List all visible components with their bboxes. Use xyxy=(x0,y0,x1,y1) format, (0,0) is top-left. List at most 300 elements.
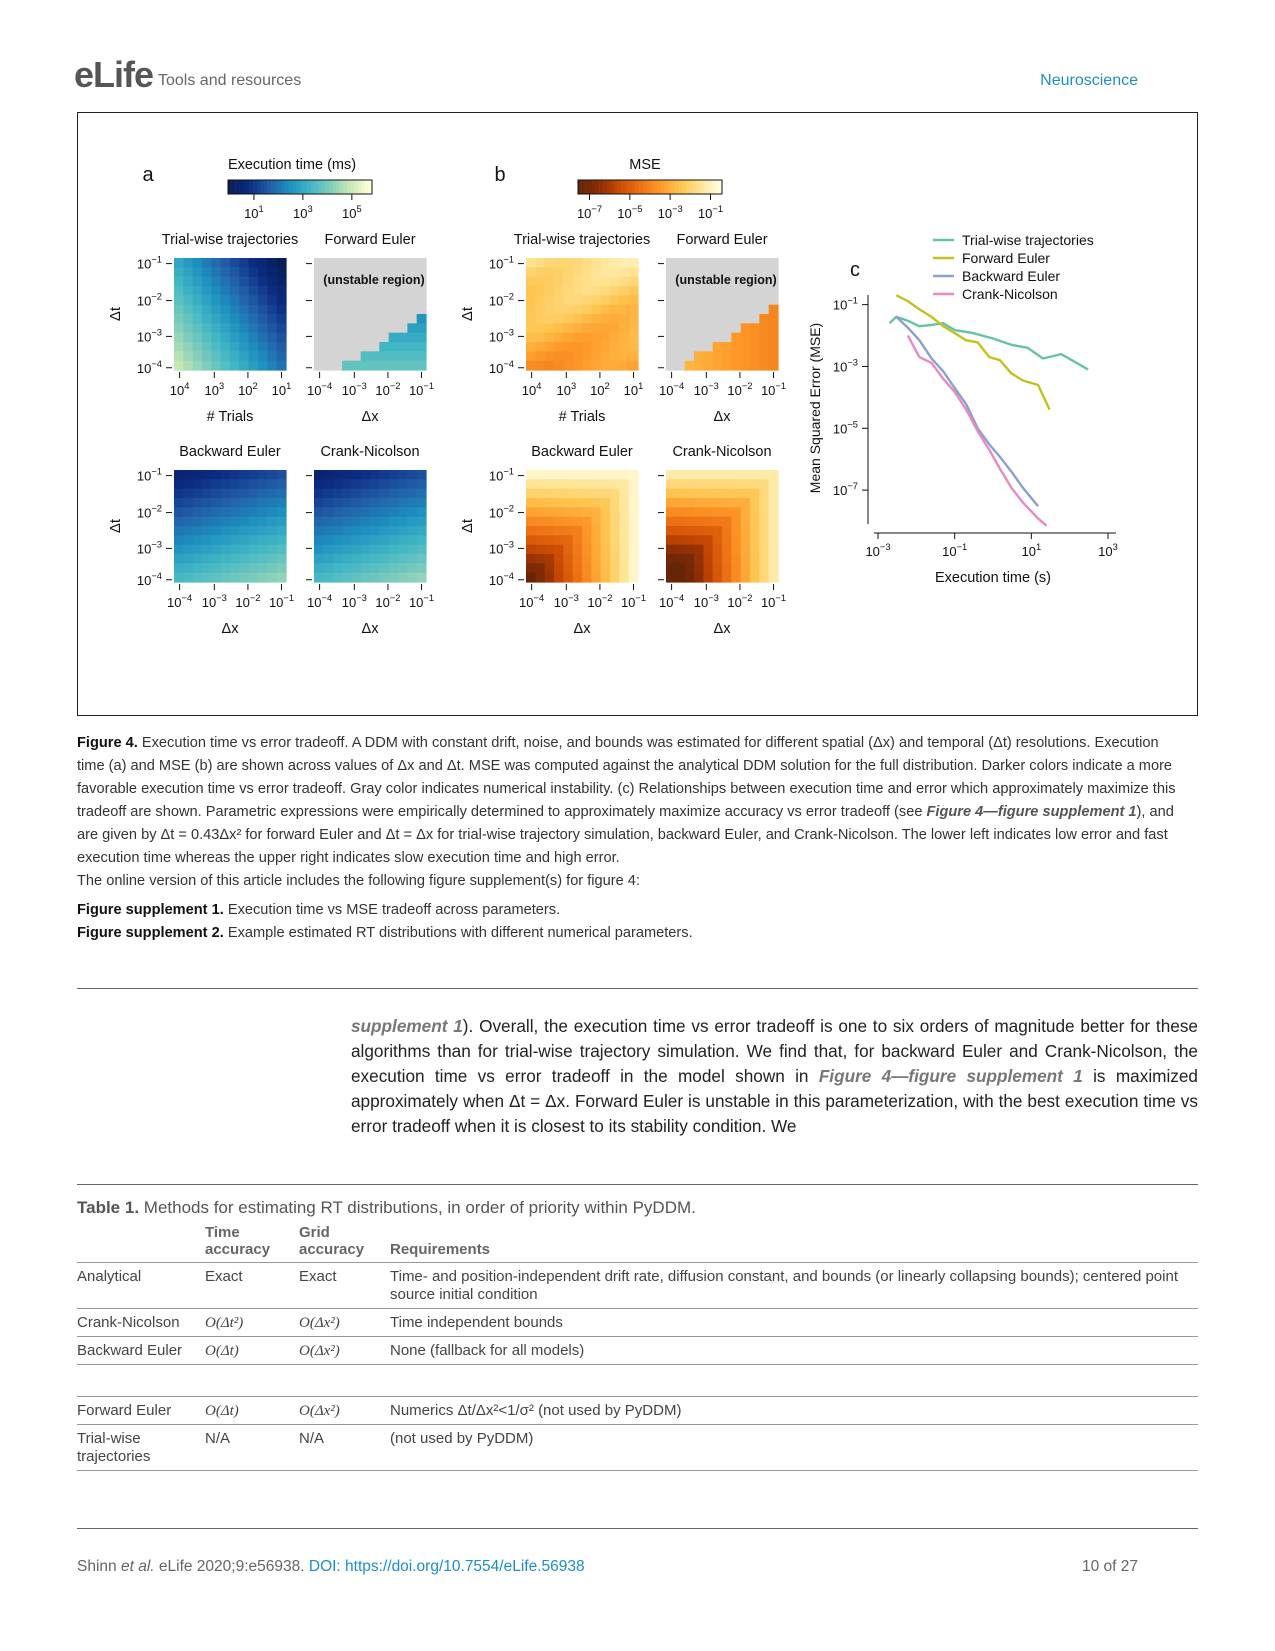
heatmap-cell xyxy=(333,479,343,489)
heatmap-cell xyxy=(379,563,389,573)
heatmap-cell xyxy=(230,295,240,305)
colorbar-a-step xyxy=(343,180,347,194)
heatmap-cell xyxy=(675,351,685,361)
heatmap-cell xyxy=(361,526,371,536)
heatmap-cell xyxy=(333,323,343,333)
heatmap-cell xyxy=(342,498,352,508)
heatmap-cell xyxy=(741,498,751,508)
heatmap-cell xyxy=(582,361,592,371)
heatmap-cell xyxy=(573,342,583,352)
heatmap-cell xyxy=(314,361,324,371)
heatmap-cell xyxy=(193,563,203,573)
heatmap-cell xyxy=(685,258,695,268)
heatmap-cell xyxy=(417,286,427,296)
heatmap-cell xyxy=(759,517,769,527)
heatmap-cell xyxy=(713,333,723,343)
colorbar-b-step xyxy=(686,180,690,194)
heatmap-cell xyxy=(573,573,583,583)
x-tick-label: $10^{-1}$ xyxy=(408,381,435,398)
heatmap-cell xyxy=(610,323,620,333)
heatmap-cell xyxy=(351,545,361,555)
heatmap-cell xyxy=(629,526,639,536)
heatmap-cell xyxy=(174,277,184,287)
heatmap-cell xyxy=(370,323,380,333)
x-tick-label: $10^{-3}$ xyxy=(693,593,719,610)
heatmap-cell xyxy=(379,351,389,361)
heatmap-cell xyxy=(379,554,389,564)
heatmap-cell xyxy=(361,507,371,517)
heatmap-cell xyxy=(379,342,389,352)
heatmap-cell xyxy=(351,295,361,305)
heatmap-cell xyxy=(545,470,555,480)
heatmap-cell xyxy=(591,314,601,324)
heatmap-cell xyxy=(249,351,259,361)
colorbar-a-step xyxy=(318,180,322,194)
heatmap-cell xyxy=(629,489,639,499)
heatmap-cell xyxy=(267,323,277,333)
heatmap-cell xyxy=(351,517,361,527)
cell-method: Crank-Nicolson xyxy=(77,1309,205,1337)
heatmap-cell xyxy=(741,489,751,499)
heatmap-cell xyxy=(741,563,751,573)
heatmap-cell xyxy=(526,333,536,343)
heatmap-cell xyxy=(333,517,343,527)
heatmap-cell xyxy=(389,470,399,480)
heatmap-cell xyxy=(666,314,676,324)
heatmap-cell xyxy=(759,351,769,361)
heatmap-cell xyxy=(249,554,259,564)
heatmap-cell xyxy=(769,258,779,268)
heatmap-cell xyxy=(193,267,203,277)
heatmap-cell xyxy=(221,517,231,527)
heatmap-cell xyxy=(389,517,399,527)
heatmap-cell xyxy=(582,573,592,583)
heatmap-cell xyxy=(741,323,751,333)
legend-label: Backward Euler xyxy=(962,268,1061,284)
header-method xyxy=(77,1222,205,1263)
x-axis-label: Execution time (s) xyxy=(934,570,1052,586)
heatmap-cell xyxy=(591,526,601,536)
heatmap-cell xyxy=(361,333,371,343)
subplot-forward-euler xyxy=(658,232,786,425)
divider xyxy=(77,1528,1198,1529)
heatmap-cell xyxy=(759,563,769,573)
heatmap-cell xyxy=(619,517,629,527)
heatmap-cell xyxy=(675,517,685,527)
heatmap-cell xyxy=(554,470,564,480)
heatmap-cell xyxy=(230,342,240,352)
heatmap-cell xyxy=(407,479,417,489)
x-tick-label: $10^{-3}$ xyxy=(553,593,579,610)
heatmap-cell xyxy=(258,295,268,305)
heatmap-cell xyxy=(174,342,184,352)
heatmap-cell xyxy=(769,573,779,583)
heatmap-cell xyxy=(675,526,685,536)
heatmap-cell xyxy=(526,517,536,527)
heatmap-cell xyxy=(342,323,352,333)
heatmap-cell xyxy=(582,351,592,361)
heatmap-cell xyxy=(713,526,723,536)
heatmap-cell xyxy=(417,535,427,545)
body-ref-1[interactable]: supplement 1 xyxy=(351,1016,463,1036)
heatmap-cell xyxy=(174,267,184,277)
heatmap-cell xyxy=(333,498,343,508)
heatmap-cell xyxy=(193,573,203,583)
colorbar-b-step xyxy=(700,180,704,194)
heatmap-cell xyxy=(174,479,184,489)
heatmap-cell xyxy=(183,314,193,324)
heatmap-cell xyxy=(610,489,620,499)
colorbar-b-step xyxy=(679,180,683,194)
heatmap-cell xyxy=(694,305,704,315)
heatmap-cell xyxy=(601,535,611,545)
x-tick-label: $10^{-4}$ xyxy=(307,593,333,610)
heatmap-cell xyxy=(563,563,573,573)
heatmap-cell xyxy=(694,314,704,324)
heatmap-cell xyxy=(239,267,249,277)
heatmap-cell xyxy=(769,554,779,564)
heatmap-cell xyxy=(398,323,408,333)
heatmap-cell xyxy=(619,470,629,480)
heatmap-cell xyxy=(417,517,427,527)
heatmap-cell xyxy=(351,489,361,499)
heatmap-cell xyxy=(277,323,287,333)
heatmap-cell xyxy=(685,526,695,536)
heatmap-cell xyxy=(601,258,611,268)
x-tick-label: $10^{-4}$ xyxy=(519,593,545,610)
heatmap-cell xyxy=(389,535,399,545)
heatmap-cell xyxy=(563,314,573,324)
heatmap-cell xyxy=(526,526,536,536)
heatmap-cell xyxy=(703,554,713,564)
heatmap-cell xyxy=(694,286,704,296)
colorbar-a-step xyxy=(329,180,333,194)
heatmap-cell xyxy=(731,507,741,517)
section-label[interactable]: Neuroscience xyxy=(1040,72,1138,89)
heatmap-cell xyxy=(398,258,408,268)
heatmap-cell xyxy=(323,286,333,296)
heatmap-cell xyxy=(183,517,193,527)
heatmap-cell xyxy=(731,498,741,508)
heatmap-cell xyxy=(342,342,352,352)
heatmap-cell xyxy=(535,470,545,480)
heatmap-cell xyxy=(370,295,380,305)
colorbar-b-step xyxy=(625,180,629,194)
heatmap-cell xyxy=(722,258,732,268)
heatmap-cell xyxy=(258,342,268,352)
heatmap-cell xyxy=(370,563,380,573)
heatmap-cell xyxy=(398,535,408,545)
heatmap-cell xyxy=(619,277,629,287)
x-tick-label: $10^4$ xyxy=(169,381,190,398)
heatmap-cell xyxy=(230,351,240,361)
body-ref-2[interactable]: Figure 4—figure supplement 1 xyxy=(818,1066,1083,1086)
heatmap-cell xyxy=(601,277,611,287)
colorbar-a-step xyxy=(350,180,354,194)
heatmap-cell xyxy=(333,361,343,371)
heatmap-cell xyxy=(535,323,545,333)
x-axis-label: Δx xyxy=(361,621,379,637)
heatmap-cell xyxy=(619,498,629,508)
heatmap-cell xyxy=(389,563,399,573)
heatmap-cell xyxy=(230,545,240,555)
heatmap-cell xyxy=(277,507,287,517)
heatmap-cell xyxy=(183,267,193,277)
x-tick-label: $10^{-1}$ xyxy=(620,593,647,610)
heatmap-cell xyxy=(249,517,259,527)
heatmap-cell xyxy=(389,258,399,268)
heatmap-cell xyxy=(759,507,769,517)
heatmap-cell xyxy=(545,554,555,564)
heatmap-cell xyxy=(563,342,573,352)
heatmap-cell xyxy=(333,573,343,583)
heatmap-cell xyxy=(183,535,193,545)
heatmap-cell xyxy=(277,286,287,296)
unstable-region-label: (unstable region) xyxy=(323,273,425,287)
heatmap-cell xyxy=(379,333,389,343)
heatmap-cell xyxy=(174,489,184,499)
heatmap-cell xyxy=(554,498,564,508)
heatmap-cell xyxy=(675,563,685,573)
heatmap-cell xyxy=(573,545,583,555)
heatmap-cell xyxy=(545,361,555,371)
heatmap-cell xyxy=(545,305,555,315)
heatmap-cell xyxy=(389,286,399,296)
cell-empty xyxy=(77,1365,205,1397)
heatmap-cell xyxy=(666,517,676,527)
supplement-2-label[interactable]: Figure supplement 2. xyxy=(77,925,224,941)
caption-supplement-link[interactable]: Figure 4—figure supplement 1 xyxy=(926,804,1137,820)
heatmap-cell xyxy=(694,470,704,480)
heatmap-cell xyxy=(722,470,732,480)
heatmap-cell xyxy=(258,498,268,508)
heatmap-cell xyxy=(211,517,221,527)
heatmap-cell xyxy=(582,323,592,333)
heatmap-cell xyxy=(323,545,333,555)
heatmap-cell xyxy=(361,361,371,371)
heatmap-cell xyxy=(759,489,769,499)
heatmap-cell xyxy=(258,517,268,527)
heatmap-cell xyxy=(685,489,695,499)
heatmap-cell xyxy=(535,333,545,343)
heatmap-cell xyxy=(239,295,249,305)
cell-requirements: (not used by PyDDM) xyxy=(390,1425,1198,1471)
heatmap-cell xyxy=(193,507,203,517)
heatmap-cell xyxy=(769,479,779,489)
heatmap-cell xyxy=(563,573,573,583)
heatmap-cell xyxy=(675,545,685,555)
heatmap-cell xyxy=(370,470,380,480)
heatmap-cell xyxy=(675,535,685,545)
heatmap-cell xyxy=(694,295,704,305)
heatmap-cell xyxy=(239,470,249,480)
chart-legend xyxy=(933,232,1094,302)
heatmap-cell xyxy=(703,507,713,517)
heatmap-cell xyxy=(249,258,259,268)
colorbar-a-step xyxy=(358,180,362,194)
heatmap-cell xyxy=(370,573,380,583)
heatmap-cell xyxy=(239,361,249,371)
heatmap-cell xyxy=(342,554,352,564)
heatmap-cell xyxy=(333,258,343,268)
colorbar-b-step xyxy=(682,180,686,194)
heatmap-cell xyxy=(202,305,212,315)
heatmap-cell xyxy=(398,351,408,361)
heatmap-cell xyxy=(267,573,277,583)
heatmap-cell xyxy=(174,351,184,361)
colorbar-b-step xyxy=(675,180,679,194)
heatmap-cell xyxy=(759,545,769,555)
heatmap-cell xyxy=(694,545,704,555)
colorbar-b-step xyxy=(578,180,582,194)
heatmap-cell xyxy=(407,554,417,564)
heatmap-cell xyxy=(267,361,277,371)
heatmap-cell xyxy=(258,526,268,536)
heatmap-cell xyxy=(666,498,676,508)
heatmap-cell xyxy=(314,286,324,296)
heatmap-cell xyxy=(314,258,324,268)
heatmap-cell xyxy=(249,470,259,480)
cell-grid-acc: O(Δx²) xyxy=(299,1397,390,1425)
colorbar-b-step xyxy=(664,180,668,194)
heatmap-cell xyxy=(573,498,583,508)
heatmap-cell xyxy=(258,470,268,480)
heatmap-cell xyxy=(750,286,760,296)
x-tick-label: $10^{-1}$ xyxy=(942,542,968,559)
heatmap-cell xyxy=(750,361,760,371)
heatmap-cell xyxy=(582,563,592,573)
heatmap-cell xyxy=(591,470,601,480)
heatmap-cell xyxy=(535,361,545,371)
heatmap-cell xyxy=(694,479,704,489)
heatmap-cell xyxy=(526,470,536,480)
heatmap-cell xyxy=(323,305,333,315)
heatmap-cell xyxy=(703,479,713,489)
heatmap-cell xyxy=(193,295,203,305)
heatmap-cell xyxy=(398,470,408,480)
heatmap-cell xyxy=(221,258,231,268)
heatmap-cell xyxy=(535,517,545,527)
heatmap-cell xyxy=(239,507,249,517)
heatmap-cell xyxy=(666,573,676,583)
heatmap-cell xyxy=(769,526,779,536)
subplot-backward-euler xyxy=(107,444,294,637)
heatmap-cell xyxy=(221,267,231,277)
heatmap-cell xyxy=(722,479,732,489)
heatmap-cell xyxy=(370,489,380,499)
elife-logo: eLife xyxy=(74,54,154,95)
heatmap-cell xyxy=(351,498,361,508)
heatmap-cell xyxy=(230,286,240,296)
heatmap-cell xyxy=(398,361,408,371)
x-tick-label: $10^{-2}$ xyxy=(727,381,753,398)
heatmap-cell xyxy=(741,295,751,305)
heatmap-cell xyxy=(361,535,371,545)
heatmap-cell xyxy=(249,314,259,324)
heatmap-cell xyxy=(694,498,704,508)
heatmap-cell xyxy=(314,351,324,361)
heatmap-cell xyxy=(554,563,564,573)
heatmap-cell xyxy=(563,258,573,268)
heatmap-cell xyxy=(769,507,779,517)
heatmap-cell xyxy=(582,470,592,480)
heatmap-cell xyxy=(370,554,380,564)
heatmap-cell xyxy=(314,498,324,508)
heatmap-cell xyxy=(713,535,723,545)
x-tick-label: $10^{-2}$ xyxy=(727,593,753,610)
heatmap-cell xyxy=(174,573,184,583)
heatmap-cell xyxy=(601,470,611,480)
doi-link[interactable]: DOI: https://doi.org/10.7554/eLife.56938 xyxy=(308,1558,585,1575)
heatmap-cell xyxy=(314,323,324,333)
heatmap-cell xyxy=(239,526,249,536)
supplement-1-label[interactable]: Figure supplement 1. xyxy=(77,902,224,918)
heatmap-cell xyxy=(535,526,545,536)
heatmap-cell xyxy=(582,517,592,527)
heatmap-cell xyxy=(545,351,555,361)
heatmap-cell xyxy=(601,305,611,315)
heatmap-cell xyxy=(713,489,723,499)
heatmap-cell xyxy=(417,314,427,324)
heatmap-cell xyxy=(610,554,620,564)
subplot-crank-nicolson xyxy=(658,444,786,637)
heatmap-cell xyxy=(361,351,371,361)
heatmap-cell xyxy=(741,314,751,324)
heatmap-cell xyxy=(193,361,203,371)
supplement-item xyxy=(77,922,1177,945)
heatmap-cell xyxy=(407,323,417,333)
colorbar-a-step xyxy=(250,180,254,194)
heatmap-cell xyxy=(731,342,741,352)
heatmap-cell xyxy=(535,258,545,268)
heatmap-cell xyxy=(591,267,601,277)
heatmap-cell xyxy=(314,526,324,536)
heatmap-cell xyxy=(389,479,399,489)
heatmap-cell xyxy=(407,563,417,573)
heatmap-cell xyxy=(563,267,573,277)
heatmap-cell xyxy=(202,470,212,480)
heatmap-cell xyxy=(370,342,380,352)
heatmap-cell xyxy=(703,305,713,315)
y-tick-label: $10^{-2}$ xyxy=(488,291,514,309)
heatmap-cell xyxy=(221,489,231,499)
heatmap-cell xyxy=(666,351,676,361)
heatmap-cell xyxy=(267,295,277,305)
x-tick-label: $10^{-3}$ xyxy=(341,381,367,398)
y-axis-label: Δt xyxy=(459,306,476,322)
heatmap-cell xyxy=(258,286,268,296)
heatmap-cell xyxy=(342,361,352,371)
subplot-title: Backward Euler xyxy=(179,444,281,460)
heatmap-cell xyxy=(573,517,583,527)
heatmap-cell xyxy=(389,489,399,499)
heatmap-cell xyxy=(703,517,713,527)
heatmap-cell xyxy=(675,470,685,480)
heatmap-cell xyxy=(601,554,611,564)
heatmap-cell xyxy=(398,526,408,536)
heatmap-cell xyxy=(526,342,536,352)
heatmap-cell xyxy=(351,258,361,268)
heatmap-cell xyxy=(174,535,184,545)
heatmap-cell xyxy=(221,333,231,343)
heatmap-cell xyxy=(731,563,741,573)
heatmap-cell xyxy=(563,489,573,499)
colorbar-b-step xyxy=(582,180,586,194)
subplot-trial-wise-trajectories xyxy=(459,232,650,425)
heatmap-cell xyxy=(211,507,221,517)
heatmap-cell xyxy=(526,286,536,296)
heatmap-cell xyxy=(193,526,203,536)
